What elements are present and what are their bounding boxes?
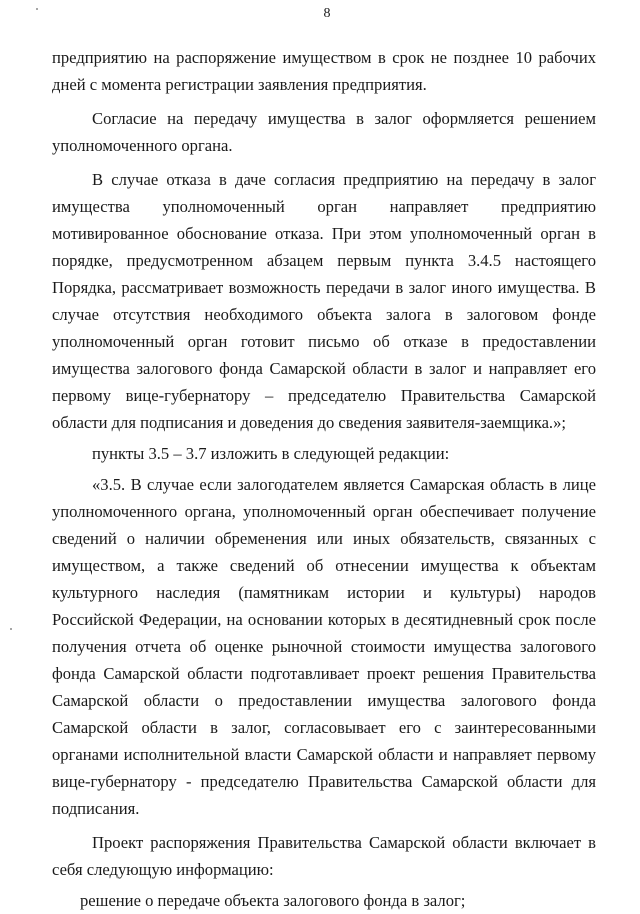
paragraph-refusal: В случае отказа в даче согласия предприятию на передачу в залог имущества уполномоченный орган направляет предприятию мотивированное обоснование отказа. При этом уполномоченный орган в порядке, предусмотренном абзацем первым пункта 3.4.5 настоящего Порядка, рассматривает возможность передачи в залог иного имущества. В случае отсутствия необходимого объекта залога в залоговом фонде уполномоченный орган готовит письмо об отказе в предоставлении имущества залогового фонда Самарской области в залог и направляет его первому вице-губернатору – председателю Правительства Самарской области для подписания и доведения до сведения заявителя-заемщика.»; xyxy=(52,170,596,432)
scan-speck-left-margin xyxy=(10,628,12,630)
paragraph-amendment-intro: пункты 3.5 – 3.7 изложить в следующей редакции: xyxy=(92,444,450,463)
scan-speck-top-left xyxy=(36,8,38,10)
page-number: 8 xyxy=(323,6,331,21)
paragraph-list-item: решение о передаче объекта залогового фонда в залог; xyxy=(80,891,466,910)
paragraph-continuation: предприятию на распоряжение имуществом в срок не позднее 10 рабочих дней с момента регистрации заявления предприятия. xyxy=(52,48,596,94)
paragraph-consent: Согласие на передачу имущества в залог оформляется решением уполномоченного органа. xyxy=(52,109,596,155)
paragraph-clause-3-5: «3.5. В случае если залогодателем является Самарская область в лице уполномоченного органа, уполномоченный орган обеспечивает получение сведений о наличии обременения или иных обязательств, связанных с имуществом, а также сведений об отнесении имущества к объектам культурного наследия (памятникам истории и культуры) народов Российской Федерации, на основании которых в десятидневный срок после получения отчета об оценке рыночной стоимости имущества залогового фонда Самарской области подготавливает проект решения Правительства Самарской области о предоставлении имущества залогового фонда Самарской области в залог, согласовывает его с заинтересованными органами исполнительной власти Самарской области и направляет первому вице-губернатору - председателю Правительства Самарской области для подписания. xyxy=(52,475,596,818)
paragraph-draft-order: Проект распоряжения Правительства Самарской области включает в себя следующую информацию: xyxy=(52,833,596,879)
